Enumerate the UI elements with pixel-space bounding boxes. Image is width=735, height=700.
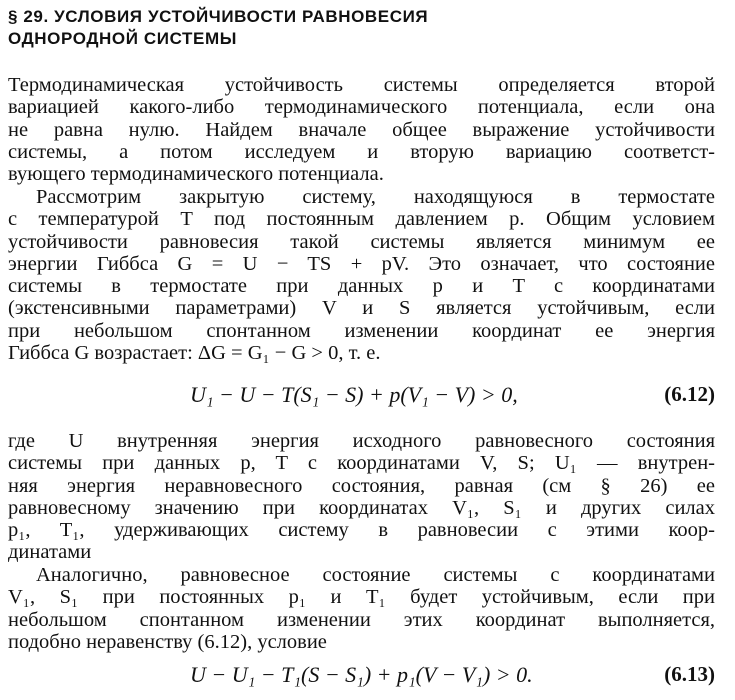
paragraph-4 xyxy=(8,564,715,653)
section-heading xyxy=(8,6,428,50)
paragraph-1 xyxy=(8,74,715,185)
text-line: системы в термостате при данных p и T с координатами xyxy=(8,275,715,298)
text-line: вующего термодинамического потенциала. xyxy=(8,163,384,186)
equation-expression: U₁ − U − T(S₁ − S) + p(V₁ − V) > 0, xyxy=(190,382,518,407)
text-line: где U внутренняя энергия исходного равновесного состояния xyxy=(8,430,715,452)
text-line: Аналогично, равновесное состояние системы с координатами xyxy=(36,564,715,586)
text-line: энергии Гиббса G = U − TS + pV. Это означает, что состояние xyxy=(8,252,715,275)
text-line: с температурой T под постоянным давлением p. Общим условием xyxy=(8,208,715,231)
text-line: при небольшом спонтанном изменении координат ее энергия xyxy=(8,319,715,342)
text-line: устойчивости равновесия такой системы является минимум ее xyxy=(8,230,715,253)
text-line: V₁, S₁ при постоянных p₁ и T₁ будет устойчивым, если при xyxy=(8,586,715,609)
paragraph-2 xyxy=(8,186,715,364)
text-line: p₁, T₁, удерживающих систему в равновесии с этими коор- xyxy=(8,519,715,542)
text-line: вариацией какого-либо термодинамического потенциала, если она xyxy=(8,96,715,119)
equation-number: (6.13) xyxy=(664,662,715,686)
text-line: системы, а потом исследуем и вторую вариацию соответст- xyxy=(8,140,715,163)
text-line: Рассмотрим закрытую систему, находящуюся в термостате xyxy=(36,186,715,208)
text-line: не равна нулю. Найдем вначале общее выражение устойчивости xyxy=(8,118,715,141)
section-title-line-1: § 29. УСЛОВИЯ УСТОЙЧИВОСТИ РАВНОВЕСИЯ xyxy=(8,7,429,26)
text-line: Термодинамическая устойчивость системы определяется второй xyxy=(8,74,715,96)
text-line: системы при данных p, T с координатами V, S; U₁ — внутрен- xyxy=(8,452,715,475)
equation-number: (6.12) xyxy=(664,382,715,406)
text-line: небольшом спонтанном изменении этих координат выполняется, xyxy=(8,608,715,631)
text-line: Гиббса G возрастает: ΔG = G₁ − G > 0, т. е. xyxy=(8,342,381,365)
equation-6-12 xyxy=(0,382,715,412)
equation-6-13 xyxy=(0,662,715,692)
text-line: подобно неравенству (6.12), условие xyxy=(8,630,327,653)
text-line: няя энергия неравновесного состояния, равная (см § 26) ее xyxy=(8,474,715,497)
paragraph-3 xyxy=(8,430,715,564)
text-line: динатами xyxy=(8,541,92,564)
text-line: равновесному значению при координатах V₁, S₁ и других силах xyxy=(8,496,715,519)
equation-expression: U − U₁ − T₁(S − S₁) + p₁(V − V₁) > 0. xyxy=(190,662,533,687)
section-title-line-2: ОДНОРОДНОЙ СИСТЕМЫ xyxy=(8,29,237,48)
text-line: (экстенсивными параметрами) V и S является устойчивым, если xyxy=(8,297,715,320)
